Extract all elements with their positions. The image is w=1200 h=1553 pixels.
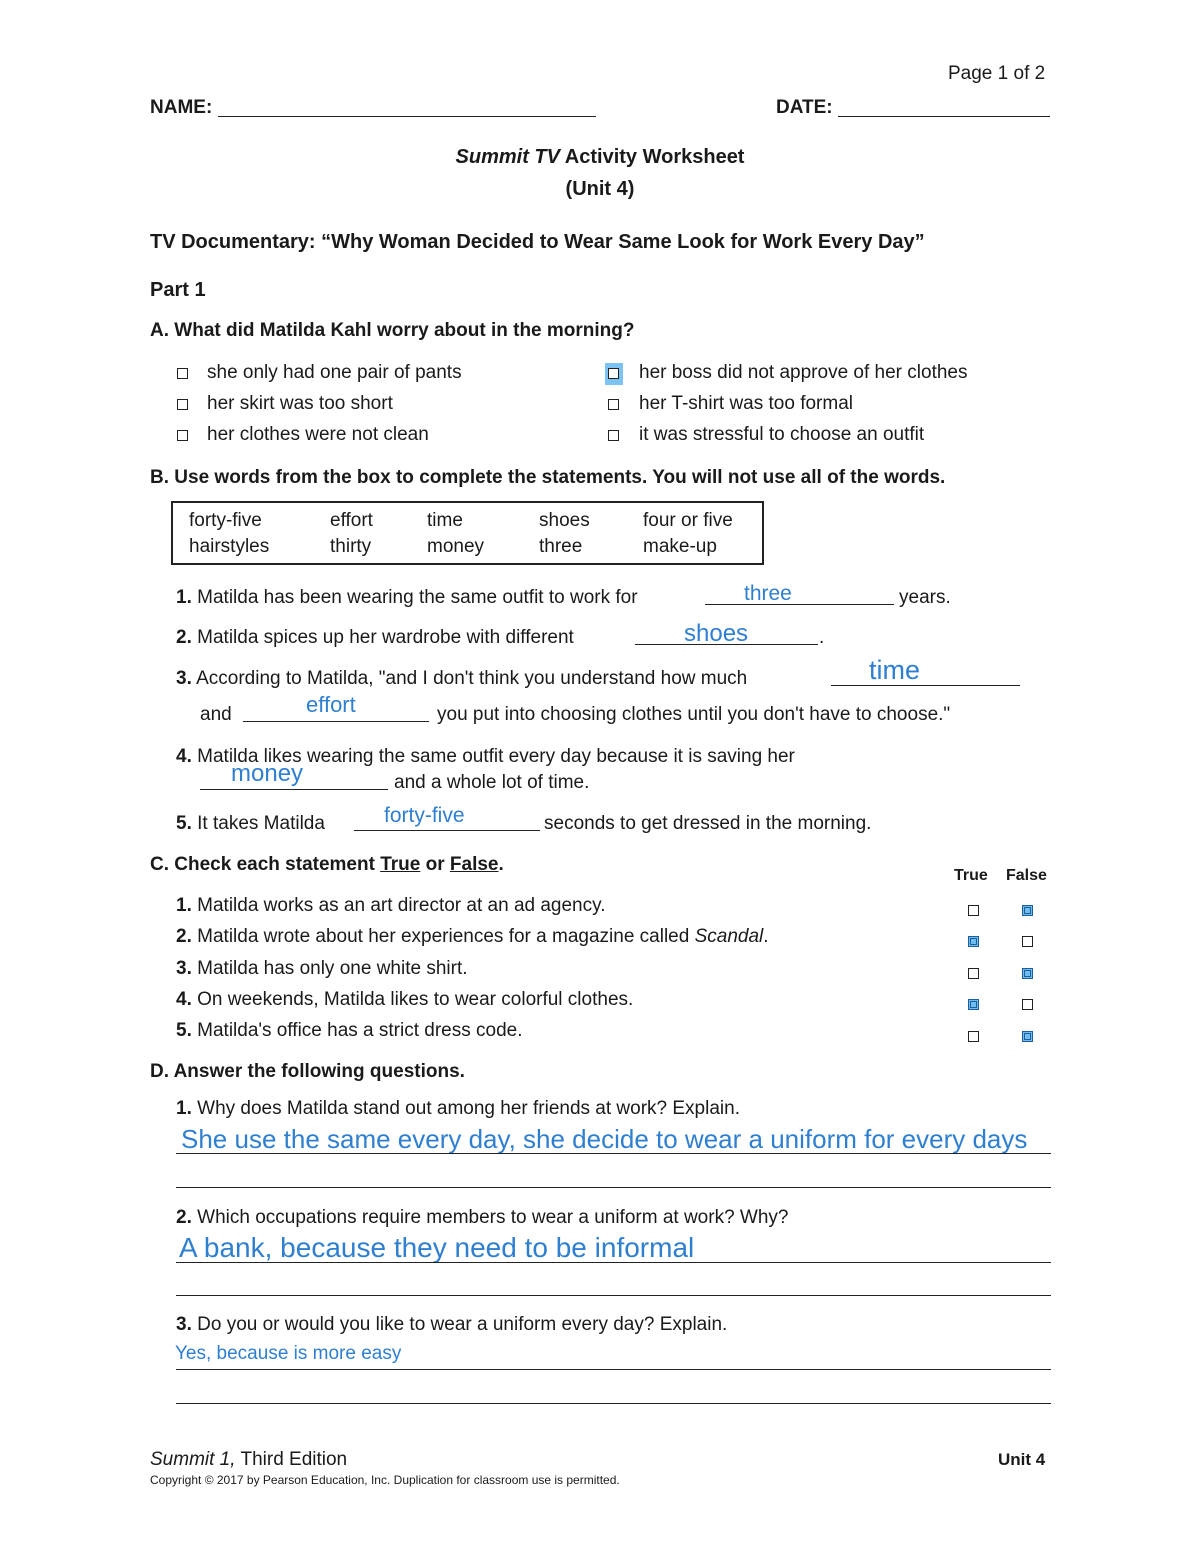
b-item-2 xyxy=(176,627,574,649)
column-true-header: True xyxy=(954,867,988,884)
item-text: According to Matilda, "and I don't think you understand how much xyxy=(196,668,748,689)
item-question: Why does Matilda stand out among her friends at work? Explain. xyxy=(197,1098,740,1119)
period: . xyxy=(498,854,504,875)
answer-line[interactable] xyxy=(176,1403,1051,1404)
d-item-3 xyxy=(176,1314,727,1336)
section-b-instruction: Use words from the box to complete the statements. You will not use all of the words. xyxy=(174,467,946,488)
option-label: her boss did not approve of her clothes xyxy=(639,362,968,383)
false-checkbox-checked[interactable] xyxy=(1022,1031,1033,1042)
true-checkbox-checked[interactable] xyxy=(968,936,979,947)
item-question: Which occupations require members to wear a uniform at work? Why? xyxy=(197,1207,789,1228)
d-item-2 xyxy=(176,1207,789,1229)
item-text-after: you put into choosing clothes until you don't have to choose." xyxy=(437,704,951,725)
section-c-instruction: Check each statement xyxy=(174,854,381,875)
section-d-heading xyxy=(150,1061,465,1083)
item-text-line2: and xyxy=(200,704,232,725)
option-checkbox[interactable] xyxy=(177,368,188,379)
word-box-word: effort xyxy=(330,510,373,531)
answer-line[interactable] xyxy=(176,1187,1051,1188)
section-a-heading xyxy=(150,320,635,342)
item-question: Do you or would you like to wear a uniform every day? Explain. xyxy=(197,1314,728,1335)
word-box-word: hairstyles xyxy=(189,536,270,557)
handwritten-answer: shoes xyxy=(684,620,749,647)
item-number: 4. xyxy=(176,989,192,1010)
item-text-after: . xyxy=(819,627,825,648)
title-rest: Activity Worksheet xyxy=(559,146,745,168)
name-label: NAME: xyxy=(150,97,213,118)
item-text: It takes Matilda xyxy=(197,813,325,834)
title-italic: Summit TV xyxy=(455,146,560,168)
item-text-after: years. xyxy=(899,587,951,608)
false-word: False xyxy=(449,854,499,875)
page-number: Page 1 of 2 xyxy=(948,63,1046,84)
b-item-1 xyxy=(176,587,638,609)
blank-line[interactable] xyxy=(705,604,894,605)
c-item-1 xyxy=(176,895,606,917)
item-number: 3. xyxy=(176,1314,192,1335)
false-checkbox-checked[interactable] xyxy=(1022,905,1033,916)
handwritten-answer: three xyxy=(744,582,792,605)
item-text: Matilda works as an art director at an ad agency. xyxy=(197,895,606,916)
name-field-line[interactable] xyxy=(218,116,596,117)
section-a-question: What did Matilda Kahl worry about in the morning? xyxy=(174,320,635,341)
answer-line[interactable] xyxy=(176,1369,1051,1370)
option-checkbox[interactable] xyxy=(608,430,619,441)
item-number: 2. xyxy=(176,1207,192,1228)
option-label: her T-shirt was too formal xyxy=(639,393,854,414)
option-label: it was stressful to choose an outfit xyxy=(639,424,925,445)
item-text-italic: Scandal xyxy=(694,926,764,947)
item-text: Matilda likes wearing the same outfit every day because it is saving her xyxy=(197,746,795,767)
section-b-heading xyxy=(150,467,945,489)
footer-unit: Unit 4 xyxy=(998,1450,1046,1469)
date-label: DATE: xyxy=(776,97,833,118)
option-checkbox[interactable] xyxy=(177,399,188,410)
item-number: 5. xyxy=(176,813,192,834)
item-number: 1. xyxy=(176,1098,192,1119)
word-box-word: three xyxy=(539,536,583,557)
c-item-4 xyxy=(176,989,633,1011)
answer-line[interactable] xyxy=(176,1295,1051,1296)
item-text-end: . xyxy=(763,926,769,947)
option-label: her skirt was too short xyxy=(207,393,393,414)
item-number: 2. xyxy=(176,926,192,947)
worksheet-title xyxy=(0,146,1200,169)
d-item-1 xyxy=(176,1098,740,1120)
true-checkbox[interactable] xyxy=(968,905,979,916)
c-item-5 xyxy=(176,1020,523,1042)
footer-book-rest: Third Edition xyxy=(235,1449,348,1470)
section-a-prefix: A. xyxy=(150,320,169,341)
handwritten-answer: time xyxy=(869,655,921,685)
item-number: 4. xyxy=(176,746,192,767)
handwritten-answer: She use the same every day, she decide to wear a uniform for every days xyxy=(181,1124,1028,1154)
blank-line[interactable] xyxy=(200,789,388,790)
footer-book xyxy=(150,1449,347,1471)
word-box-word: time xyxy=(427,510,463,531)
worksheet-unit: (Unit 4) xyxy=(565,178,635,200)
or-word: or xyxy=(420,854,450,875)
answer-line[interactable] xyxy=(176,1153,1051,1154)
footer-book-italic: Summit 1, xyxy=(150,1449,236,1470)
false-checkbox-checked[interactable] xyxy=(1022,968,1033,979)
word-box-word: forty-five xyxy=(189,510,262,531)
item-text: Matilda wrote about her experiences for a magazine called xyxy=(197,926,695,947)
option-label: she only had one pair of pants xyxy=(207,362,462,383)
item-number: 2. xyxy=(176,627,192,648)
item-text-after: seconds to get dressed in the morning. xyxy=(544,813,872,834)
word-box-word: thirty xyxy=(330,536,372,557)
true-checkbox[interactable] xyxy=(968,1031,979,1042)
section-d-prefix: D. xyxy=(150,1061,169,1082)
item-text-after: and a whole lot of time. xyxy=(394,772,590,793)
b-item-5 xyxy=(176,813,325,835)
item-text: Matilda spices up her wardrobe with different xyxy=(197,627,574,648)
item-text: Matilda has only one white shirt. xyxy=(197,958,468,979)
option-checkbox-selected[interactable] xyxy=(608,368,619,379)
handwritten-answer: money xyxy=(231,760,304,787)
handwritten-answer: A bank, because they need to be informal xyxy=(179,1232,695,1263)
documentary-title: TV Documentary: “Why Woman Decided to Wear Same Look for Work Every Day” xyxy=(150,231,925,253)
item-number: 1. xyxy=(176,587,192,608)
c-item-2 xyxy=(176,926,769,948)
answer-line[interactable] xyxy=(176,1262,1051,1263)
item-number: 1. xyxy=(176,895,192,916)
handwritten-answer: Yes, because is more easy xyxy=(175,1343,402,1364)
true-checkbox-checked[interactable] xyxy=(968,999,979,1010)
handwritten-answer: effort xyxy=(306,692,356,717)
blank-line[interactable] xyxy=(831,685,1020,686)
item-number: 3. xyxy=(176,958,192,979)
word-box-word: four or five xyxy=(643,510,733,531)
blank-line[interactable] xyxy=(354,830,540,831)
true-word: True xyxy=(380,854,421,875)
blank-line[interactable] xyxy=(243,721,429,722)
item-number: 5. xyxy=(176,1020,192,1041)
option-checkbox[interactable] xyxy=(177,430,188,441)
footer-copyright: Copyright © 2017 by Pearson Education, Inc. Duplication for classroom use is permitted. xyxy=(150,1473,620,1487)
true-checkbox[interactable] xyxy=(968,968,979,979)
false-checkbox[interactable] xyxy=(1022,999,1033,1010)
item-text: Matilda's office has a strict dress code. xyxy=(197,1020,523,1041)
section-d-instruction: Answer the following questions. xyxy=(173,1061,465,1082)
section-c-prefix: C. xyxy=(150,854,169,875)
section-c-heading xyxy=(150,854,504,876)
item-text: Matilda has been wearing the same outfit to work for xyxy=(197,587,638,608)
date-field-line[interactable] xyxy=(838,116,1050,117)
handwritten-answer: forty-five xyxy=(384,804,465,827)
false-checkbox[interactable] xyxy=(1022,936,1033,947)
part-heading: Part 1 xyxy=(150,279,206,301)
option-label: her clothes were not clean xyxy=(207,424,429,445)
word-box-word: money xyxy=(427,536,485,557)
b-item-3 xyxy=(176,668,747,690)
item-text: On weekends, Matilda likes to wear colorful clothes. xyxy=(197,989,634,1010)
word-box-word: shoes xyxy=(539,510,590,531)
option-checkbox[interactable] xyxy=(608,399,619,410)
column-false-header: False xyxy=(1006,867,1047,884)
section-b-prefix: B. xyxy=(150,467,169,488)
c-item-3 xyxy=(176,958,468,980)
item-number: 3. xyxy=(176,668,192,689)
word-box-word: make-up xyxy=(643,536,717,557)
